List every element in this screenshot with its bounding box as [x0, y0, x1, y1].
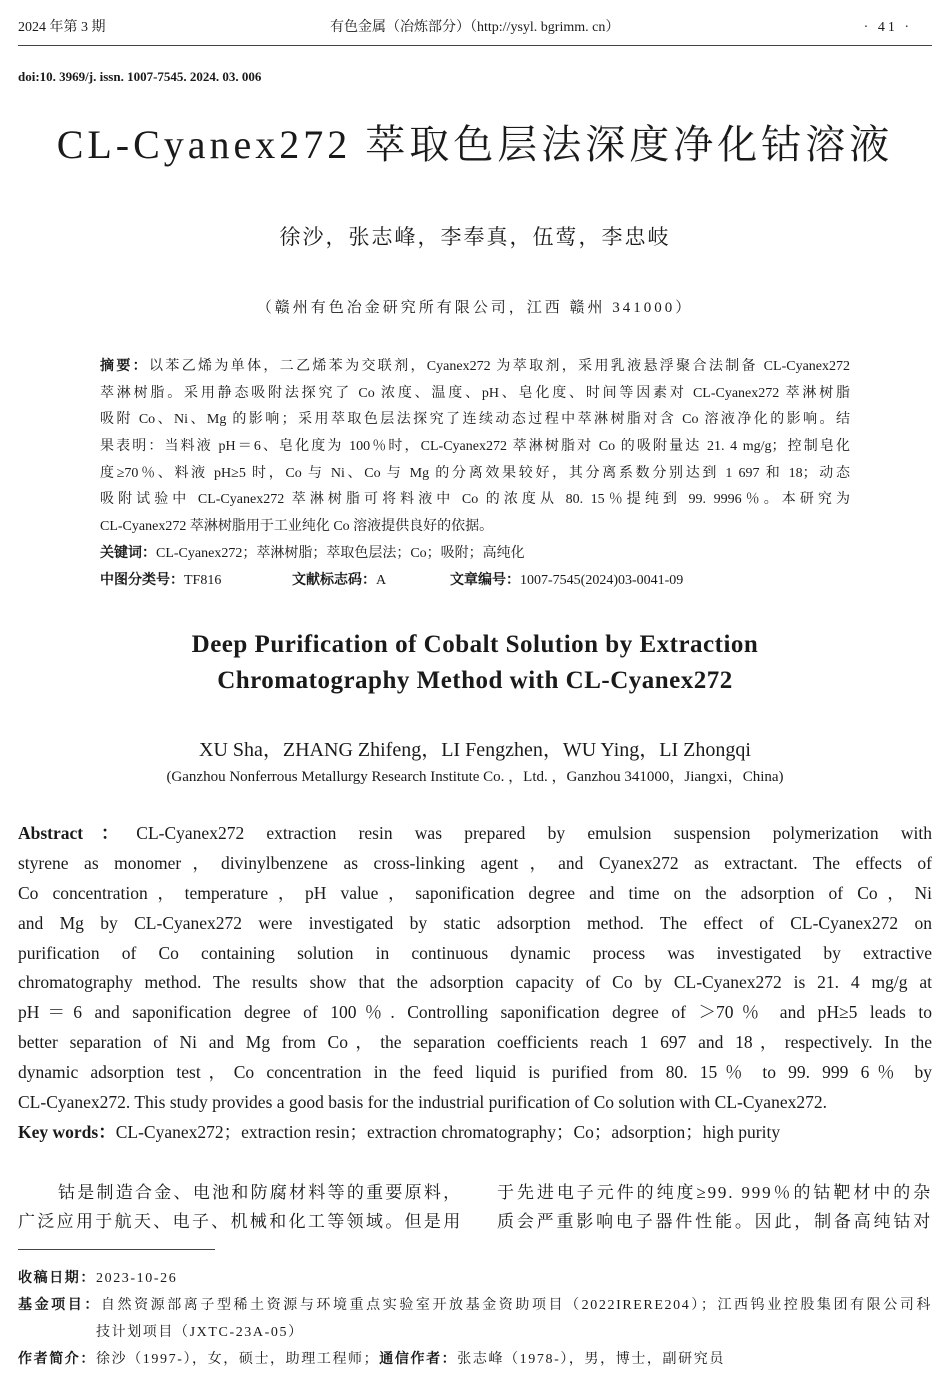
abstract-en-line: Co concentration，temperature，pH value，saponification degree and time on the adsorption of Co，Ni: [18, 882, 932, 903]
document-code-label: 文献标志码：: [292, 572, 376, 588]
body-column-left: [18, 1178, 462, 1236]
abstract-en-line: better separation of Ni and Mg from Co，the separation coefficients reach 1 697 and 18，respectively. In the: [18, 1032, 932, 1053]
abstract-cn-line: CL-Cyanex272 萃淋树脂用于工业纯化 Co 溶液提供良好的依据。: [100, 519, 494, 535]
received-date: 2023-10-26: [96, 1271, 178, 1286]
abstract-cn-line: 吸附试验中 CL-Cyanex272 萃淋树脂可将料液中 Co 的浓度从 80. 15％提纯到 99. 9996％。本研究为: [100, 492, 850, 508]
abstract-cn-line: 度≥70％、料液 pH≥5 时，Co 与 Ni、Co 与 Mg 的分离效果较好，其分离系数分别达到 1 697 和 18；动态: [100, 465, 850, 481]
abstract-en-line: CL-Cyanex272. This study provides a good basis for the industrial purification of Co solution with CL-Cyanex272.: [18, 1092, 827, 1113]
corresponding-author-text: 张志峰（1978-），男，博士，副研究员: [457, 1352, 725, 1367]
header-issue: 2024 年第 3 期: [18, 20, 106, 35]
abstract-en-line: dynamic adsorption test，Co concentration in the feed liquid is purified from 80. 15％ to 99. 999 6％ by: [18, 1062, 932, 1083]
title-cn: CL-Cyanex272 萃取色层法深度净化钴溶液: [56, 122, 894, 167]
abstract-cn-line: 吸附 Co、Ni、Mg 的影响；采用萃取色层法探究了连续动态过程中萃淋树脂对含 Co 溶液净化的影响。结: [100, 412, 850, 428]
abstract-en-line: pH＝6 and saponification degree of 100％. Controlling saponification degree of ＞70％ and pH≥5 leads to: [18, 1002, 932, 1023]
abstract-en-label: Abstract：: [18, 823, 137, 843]
abstract-en-text: CL-Cyanex272 extraction resin was prepared by emulsion suspension polymerization with: [136, 823, 932, 843]
footnote-author-info: [18, 1346, 932, 1373]
abstract-en-line: and Mg by CL-Cyanex272 were investigated by static adsorption method. The effect of CL-Cyanex272 on: [18, 912, 932, 933]
title-en-line: Deep Purification of Cobalt Solution by Extraction: [191, 631, 759, 658]
funding-label: 基金项目：: [18, 1298, 101, 1313]
keywords-en: [18, 1118, 932, 1148]
keywords-en-text: CL-Cyanex272；extraction resin；extraction chromatography；Co；adsorption；high purity: [115, 1121, 781, 1142]
keywords-cn-text: CL-Cyanex272；萃淋树脂；萃取色层法；Co；吸附；高纯化: [156, 545, 525, 561]
affiliation-cn: （赣州有色冶金研究所有限公司，江西 赣州 341000）: [256, 300, 694, 316]
header-rule: [18, 45, 932, 46]
clc-number: [100, 568, 292, 595]
abstract-en: [18, 819, 932, 1148]
title-en: [0, 627, 950, 699]
footnotes: [18, 1265, 932, 1373]
header-journal: 有色金属（冶炼部分）（http://ysyl. bgrimm. cn）: [330, 20, 620, 35]
abstract-cn-label: 摘要：: [100, 359, 150, 374]
article-number: [450, 568, 683, 595]
affiliation-en: (Ganzhou Nonferrous Metallurgy Research Institute Co. ，Ltd. ，Ganzhou 341000，Jiangxi，China): [166, 769, 784, 785]
corresponding-author-label: 通信作者：: [379, 1352, 458, 1367]
document-code: [292, 568, 450, 595]
abstract-cn-line: 果表明：当料液 pH＝6、皂化度为 100％时，CL-Cyanex272 萃淋树脂对 Co 的吸附量达 21. 4 mg/g；控制皂化: [100, 439, 850, 455]
footnote-rule: [18, 1249, 215, 1250]
body-line: 质会严重影响电子器件性能。因此，制备高纯钴对: [497, 1212, 932, 1231]
footnote-funding: [18, 1292, 932, 1319]
abstract-en-line: styrene as monomer，divinylbenzene as cross-linking agent，and Cyanex272 as extractant. The effects of: [18, 852, 932, 873]
abstract-en-line: [18, 819, 932, 849]
authors-en: XU Sha，ZHANG Zhifeng，LI Fengzhen，WU Ying，LI Zhongqi: [199, 739, 751, 761]
keywords-cn: [100, 541, 850, 568]
body-column-right: [497, 1178, 932, 1236]
abstract-en-line: chromatography method. The results show that the adsorption capacity of Co by CL-Cyanex272 is 21. 4 mg/g at: [18, 972, 932, 993]
abstract-cn: [100, 354, 850, 594]
footnote-funding-continued: 技计划项目（JXTC-23A-05）: [96, 1325, 304, 1340]
document-code-value: A: [376, 572, 387, 588]
footnote-received: [18, 1265, 932, 1292]
body-line: 广泛应用于航天、电子、机械和化工等领域。但是用: [18, 1212, 462, 1231]
abstract-cn-line: 萃淋树脂。采用静态吸附法探究了 Co 浓度、温度、pH、皂化度、时间等因素对 CL-Cyanex272 萃淋树脂: [100, 385, 850, 401]
title-en-line: Chromatography Method with CL-Cyanex272: [217, 667, 733, 694]
clc-value: TF816: [184, 572, 222, 588]
classification-line: [100, 568, 850, 595]
clc-label: 中图分类号：: [100, 572, 184, 588]
author-info-label: 作者简介：: [18, 1352, 96, 1367]
keywords-cn-label: 关键词：: [100, 545, 156, 561]
doi: doi:10. 3969/j. issn. 1007-7545. 2024. 03. 006: [18, 69, 262, 84]
body-line: 钴是制造合金、电池和防腐材料等的重要原料，: [58, 1183, 462, 1202]
abstract-en-line: purification of Co containing solution in continuous dynamic process was investigated by extractive: [18, 942, 932, 963]
received-label: 收稿日期：: [18, 1271, 96, 1286]
abstract-cn-line: [100, 354, 850, 381]
abstract-cn-text: 以苯乙烯为单体，二乙烯苯为交联剂，Cyanex272 为萃取剂，采用乳液悬浮聚合法制备 CL-Cyanex272: [149, 359, 850, 374]
funding-text: 自然资源部离子型稀土资源与环境重点实验室开放基金资助项目（2022IRERE204）；江西钨业控股集团有限公司科: [100, 1298, 933, 1313]
body-line: 于先进电子元件的纯度≥99. 999％的钴靶材中的杂: [497, 1183, 932, 1202]
article-number-value: 1007-7545(2024)03-0041-09: [520, 572, 684, 588]
article-number-label: 文章编号：: [450, 572, 520, 588]
keywords-en-label: Key words：: [18, 1121, 116, 1142]
authors-cn: 徐沙，张志峰，李奉真，伍莺，李忠岐: [279, 225, 671, 249]
header-page-number: · 41 ·: [863, 20, 912, 35]
author-info-text: 徐沙（1997-），女，硕士，助理工程师；: [96, 1352, 380, 1367]
